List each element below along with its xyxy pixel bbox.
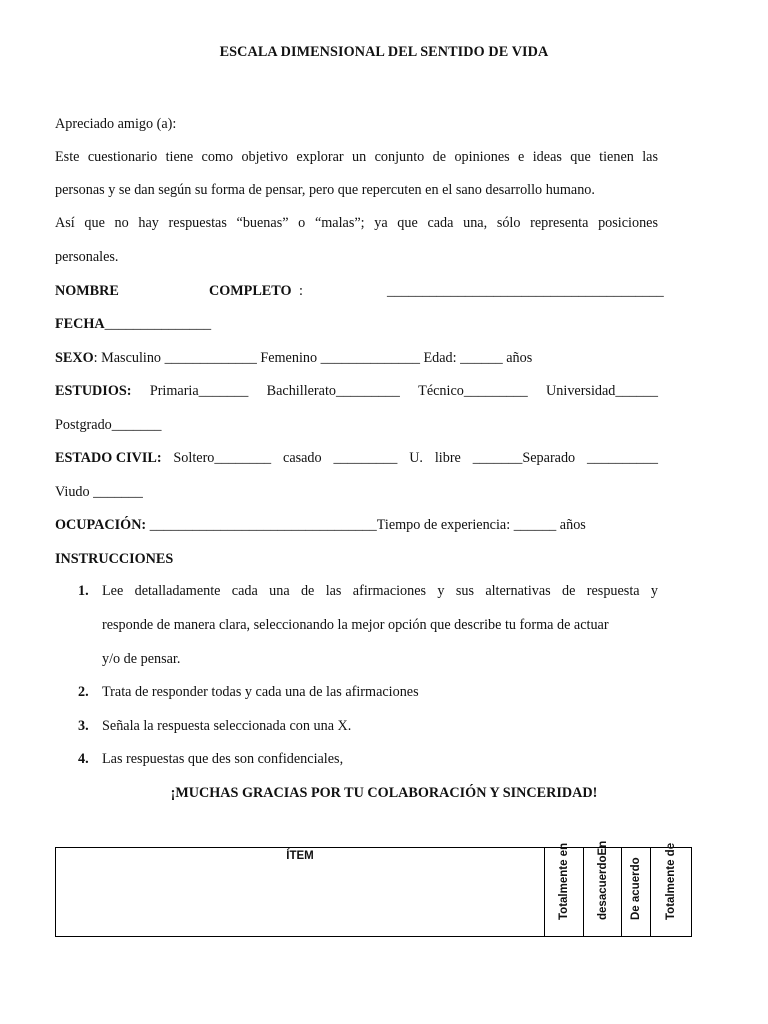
fecha-field[interactable]: _______________ xyxy=(104,316,212,332)
instruction-2-text: Trata de responder todas y cada una de las afirmaciones xyxy=(102,684,419,700)
instruction-1-line-1: Lee detalladamente cada una de las afirmaciones y sus alternativas de respuesta y xyxy=(102,583,658,599)
civil-casado: casado xyxy=(283,450,322,466)
instruction-1-number: 1. xyxy=(78,583,89,599)
column-totalmente-en xyxy=(545,842,584,937)
ocupacion-fields[interactable]: ________________________________Tiempo de experiencia: ______ años xyxy=(146,517,586,533)
column-totalmente-de xyxy=(651,842,692,937)
civil-u: U. xyxy=(409,450,423,466)
civil-casado-field[interactable]: _________ xyxy=(333,450,398,466)
instruction-1-line-3: y/o de pensar. xyxy=(102,651,181,667)
nombre-row xyxy=(55,282,664,300)
thanks-message: ¡MUCHAS GRACIAS POR TU COLABORACIÓN Y SINCERIDAD! xyxy=(170,785,598,801)
intro-line-1: Este cuestionario tiene como objetivo explorar un conjunto de opiniones e ideas que tienen las xyxy=(55,149,658,165)
ocupacion-label: OCUPACIÓN: xyxy=(55,517,147,533)
instruction-4-text: Las respuestas que des son confidenciales, xyxy=(102,751,344,767)
instructions-heading: INSTRUCCIONES xyxy=(55,551,174,567)
civil-libre: libre xyxy=(434,450,461,466)
estudios-label: ESTUDIOS: xyxy=(55,383,132,399)
column-de-acuerdo xyxy=(622,848,651,937)
intro-line-3: Así que no hay respuestas “buenas” o “malas”; ya que cada una, sólo representa posiciones xyxy=(55,215,658,231)
ocupacion-row xyxy=(55,516,658,534)
civil-libre-field[interactable]: _______Separado xyxy=(472,450,576,466)
intro-line-4: personales. xyxy=(55,249,119,265)
document-title: ESCALA DIMENSIONAL DEL SENTIDO DE VIDA xyxy=(219,44,549,60)
estudios-primaria[interactable]: Primaria_______ xyxy=(149,383,249,399)
sexo-row xyxy=(55,349,658,367)
sexo-fields[interactable]: : Masculino _____________ Femenino ______________ Edad: ______ años xyxy=(93,350,533,366)
column-totalmente-en-label: Totalmente en xyxy=(558,842,570,920)
estudios-tecnico[interactable]: Técnico_________ xyxy=(418,383,528,399)
nombre-field[interactable]: _______________________________________ xyxy=(387,283,664,299)
civil-soltero[interactable]: Soltero________ xyxy=(173,450,272,466)
instruction-2-number: 2. xyxy=(78,684,89,700)
fecha-row xyxy=(55,315,658,333)
column-desacuerdo-en-label: desacuerdoEn xyxy=(596,840,609,920)
column-desacuerdo-en xyxy=(584,840,622,937)
column-totalmente-de-label: Totalmente de xyxy=(665,842,677,920)
estado-civil-row xyxy=(55,449,658,467)
instruction-3-text: Señala la respuesta seleccionada con una X. xyxy=(102,718,352,734)
completo-colon: : xyxy=(299,283,303,299)
civil-separado-field[interactable]: __________ xyxy=(587,450,658,466)
fecha-label: FECHA xyxy=(55,316,105,332)
sexo-label: SEXO xyxy=(55,350,94,366)
greeting: Apreciado amigo (a): xyxy=(55,116,177,132)
estudios-bachillerato[interactable]: Bachillerato_________ xyxy=(266,383,400,399)
items-table xyxy=(55,840,692,937)
instruction-4-number: 4. xyxy=(78,751,89,767)
estudios-row xyxy=(55,382,658,400)
item-header: ÍTEM xyxy=(56,848,545,937)
instruction-1-line-2: responde de manera clara, seleccionando la mejor opción que describe tu forma de actuar xyxy=(102,617,609,633)
nombre-label: NOMBRE xyxy=(55,283,119,299)
estado-civil-label: ESTADO CIVIL: xyxy=(55,450,162,466)
estudios-universidad[interactable]: Universidad______ xyxy=(546,383,658,399)
estudios-postgrado[interactable]: Postgrado_______ xyxy=(55,417,162,433)
civil-viudo[interactable]: Viudo _______ xyxy=(55,484,143,500)
completo-label: COMPLETO xyxy=(209,283,292,299)
intro-line-2: personas y se dan según su forma de pensar, pero que repercuten en el sano desarrollo humano. xyxy=(55,182,595,198)
instruction-3-number: 3. xyxy=(78,718,89,734)
column-de-acuerdo-label: De acuerdo xyxy=(630,857,642,920)
